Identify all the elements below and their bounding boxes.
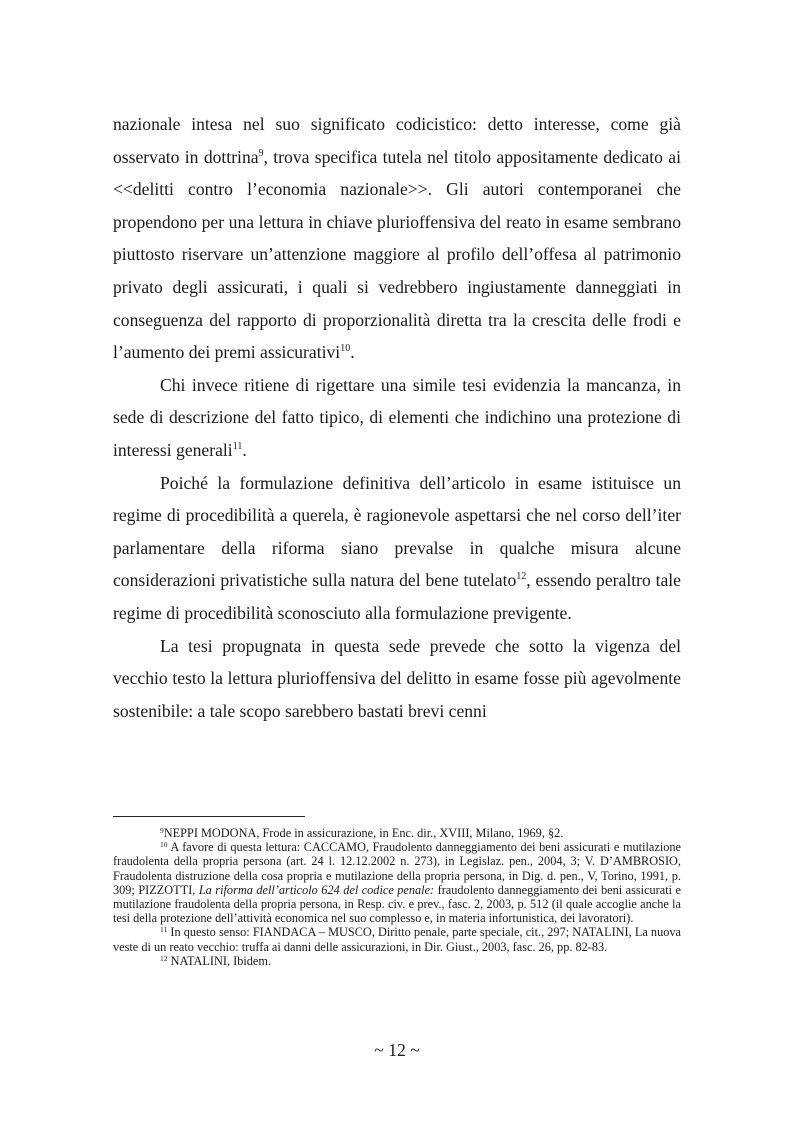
page-number: ~ 12 ~ xyxy=(374,1040,420,1060)
paragraph-text: La tesi propugnata in questa sede prevede che sotto la vigenza del vecchio testo la lettura plurioffensiva del delitto in esame fosse più agevolmente sostenibile: a tale scopo sarebbero bastati brevi cenni xyxy=(113,635,681,721)
paragraph-3 xyxy=(113,467,681,630)
footnote-ref-10[interactable]: 10 xyxy=(340,343,351,355)
paragraph-1 xyxy=(113,108,681,369)
footnotes xyxy=(113,826,681,968)
footnote-10 xyxy=(113,840,681,925)
footnote-number: 10 xyxy=(160,840,168,850)
footnote-ref-11[interactable]: 11 xyxy=(232,440,243,452)
footnote-ref-9[interactable]: 9 xyxy=(258,147,264,159)
footnote-italic-title: La riforma dell’articolo 624 del codice penale: xyxy=(198,882,435,897)
footnote-text: In questo senso: FIANDACA – MUSCO, Diritto penale, parte speciale, cit., 297; NATALINI, La nuova veste di un reato vecchio: truffa ai danni delle assicurazioni, in Dir. Giust., 2003, fasc. 26, pp. 82-83. xyxy=(113,925,681,954)
paragraph-text: Poiché la formulazione definitiva dell’articolo in esame istituisce un regime di procedibilità a querela, è ragionevole aspettarsi che nel corso dell’iter parlamentare della riforma siano prevalse in qualche misura alcune considerazioni privatistiche sulla natura del bene tutelato xyxy=(113,472,681,591)
paragraph-text: . xyxy=(242,439,247,460)
footnote-number: 11 xyxy=(160,925,168,935)
footnote-text: NATALINI, Ibidem. xyxy=(170,953,272,968)
paragraph-text: . xyxy=(350,342,355,363)
footnote-text: fraudolento danneggiamento dei beni assicurati e mutilazione fraudolenta della propria persona, in Resp. civ. e prev., fasc. 2, 2003, p. 512 (il quale accoglie anche la tesi della protezione dell’attività economica nel suo complesso e, in materia infortunistica, dei lavoratori). xyxy=(113,882,681,926)
footnote-number: 9 xyxy=(160,826,164,835)
footnote-separator xyxy=(113,816,305,817)
paragraph-text: nazionale intesa nel suo significato codicistico: detto interesse, come già osservato in dottrina xyxy=(113,114,681,167)
footnote-text: A favore di questa lettura: CACCAMO, Fraudolento danneggiamento dei beni assicurati e mutilazione fraudolenta della propria persona (art. 24 l. 12.12.2002 n. 273), in Legislaz. pen., 2004, 3; V. D’AMBROSIO, Fraudolenta distruzione della cosa propria e mutilazione della propria persona, in Dig. d. pen., V, Torino, 1991, p. 309; PIZZOTTI, xyxy=(113,840,681,897)
body-text xyxy=(113,108,681,727)
footnote-11 xyxy=(113,925,681,953)
footnote-12 xyxy=(113,954,681,968)
paragraph-text: , essendo peraltro tale regime di procedibilità sconosciuto alla formulazione previgente. xyxy=(113,570,681,623)
footnote-text: NEPPI MODONA, Frode in assicurazione, in Enc. dir., XVIII, Milano, 1969, §2. xyxy=(163,826,564,840)
footnote-number: 12 xyxy=(160,953,168,963)
paragraph-4 xyxy=(113,630,681,728)
paragraph-2 xyxy=(113,369,681,467)
footnote-ref-12[interactable]: 12 xyxy=(516,571,527,583)
paragraph-text: Chi invece ritiene di rigettare una simile tesi evidenzia la mancanza, in sede di descrizione del fatto tipico, di elementi che indichino una protezione di interessi generali xyxy=(113,374,681,460)
footnote-9 xyxy=(113,826,681,840)
paragraph-text: , trova specifica tutela nel titolo appositamente dedicato ai <<delitti contro l’economia nazionale>>. Gli autori contemporanei che propendono per una lettura in chiave plurioffensiva del reato in esame sembrano piuttosto riservare un’attenzione maggiore al profilo dell’offesa al patrimonio privato degli assicurati, i quali si vedrebbero ingiustamente danneggiati in conseguenza del rapporto di proporzionalità diretta tra la crescita delle frodi e l’aumento dei premi assicurativi xyxy=(113,146,681,363)
